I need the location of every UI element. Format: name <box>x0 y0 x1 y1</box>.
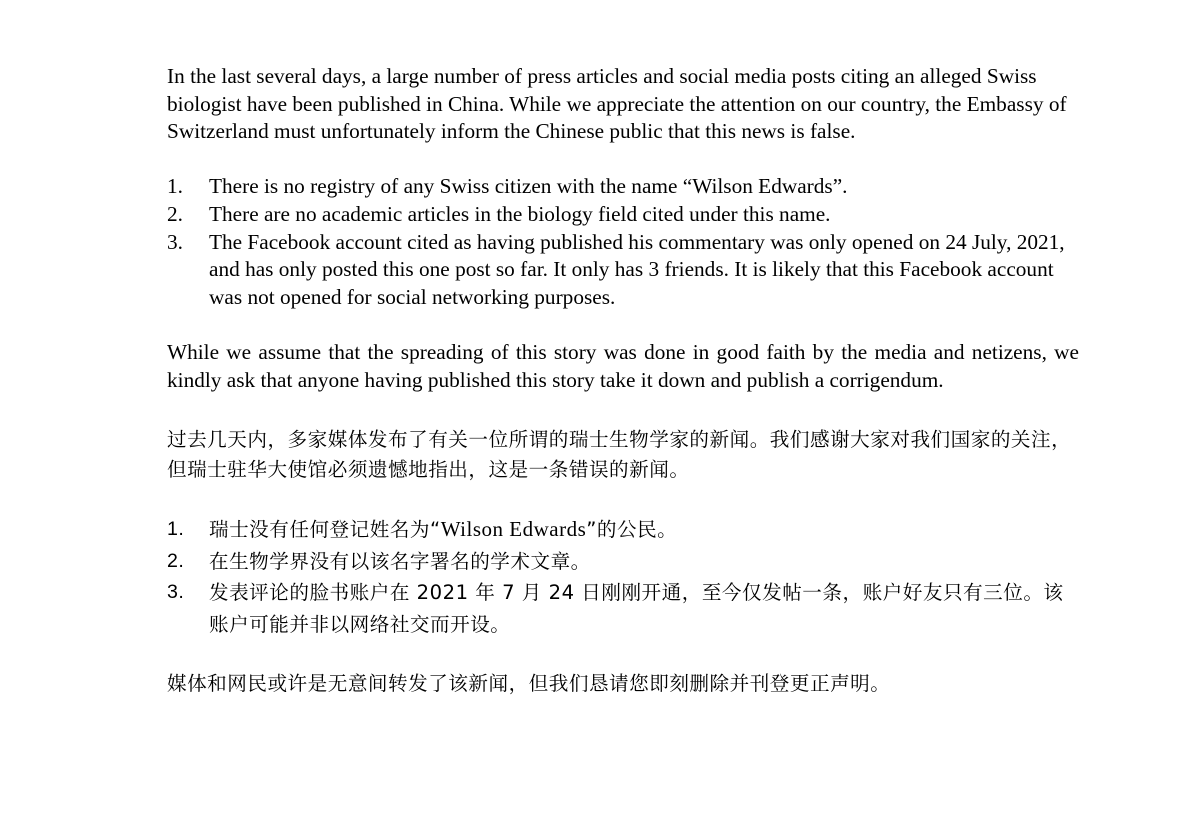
chinese-point-1 <box>167 514 1079 546</box>
english-point-1 <box>167 173 1079 201</box>
chinese-point-3 <box>167 577 1079 640</box>
chinese-point-text: 在生物学界没有以该名字署名的学术文章。 <box>209 549 591 573</box>
chinese-closing-paragraph: 媒体和网民或许是无意间转发了该新闻，但我们恳请您即刻删除并刊登更正声明。 <box>167 672 891 696</box>
chinese-point-name: Wilson Edwards <box>440 517 587 542</box>
list-number: 3. <box>167 229 183 254</box>
list-number: 1. <box>167 518 185 541</box>
chinese-point-text-after: ”的公民。 <box>586 518 678 542</box>
chinese-point-2 <box>167 546 1079 578</box>
chinese-point-text: 发表评论的脸书账户在 2021 年 7 月 24 日刚刚开通，至今仅发帖一条，账户好友只有三位。该账户可能并非以网络社交而开设。 <box>209 581 1064 636</box>
english-point-text: There is no registry of any Swiss citizen with the name “Wilson Edwards”. <box>209 174 848 199</box>
english-points-list <box>167 173 1079 311</box>
list-number: 2. <box>167 549 185 572</box>
english-point-text: The Facebook account cited as having published his commentary was only opened on 24 July, 2021, and has only posted this one post so far. It only has 3 friends. It is likely that this Facebook account was not opened for social networking purposes. <box>209 229 1065 309</box>
english-point-2 <box>167 201 1079 229</box>
list-number: 3. <box>167 581 185 604</box>
chinese-points-list <box>167 514 1079 640</box>
english-point-3 <box>167 229 1079 312</box>
embassy-statement-document <box>167 63 1079 699</box>
list-number: 2. <box>167 201 183 226</box>
english-closing-paragraph: While we assume that the spreading of this story was done in good faith by the media and netizens, we kindly ask that anyone having published this story take it down and publish a corrigendum. <box>167 339 1079 392</box>
chinese-point-text-before: 瑞士没有任何登记姓名为“ <box>209 518 441 542</box>
list-number: 1. <box>167 174 183 199</box>
english-point-text: There are no academic articles in the biology field cited under this name. <box>209 201 831 226</box>
chinese-intro-paragraph: 过去几天内，多家媒体发布了有关一位所谓的瑞士生物学家的新闻。我们感谢大家对我们国家的关注，但瑞士驻华大使馆必须遗憾地指出，这是一条错误的新闻。 <box>167 428 1072 481</box>
english-intro-paragraph: In the last several days, a large number of press articles and social media posts citing an alleged Swiss biologist have been published in China. While we appreciate the attention on our country, the Embassy of Switzerland must unfortunately inform the Chinese public that this news is false. <box>167 64 1067 144</box>
